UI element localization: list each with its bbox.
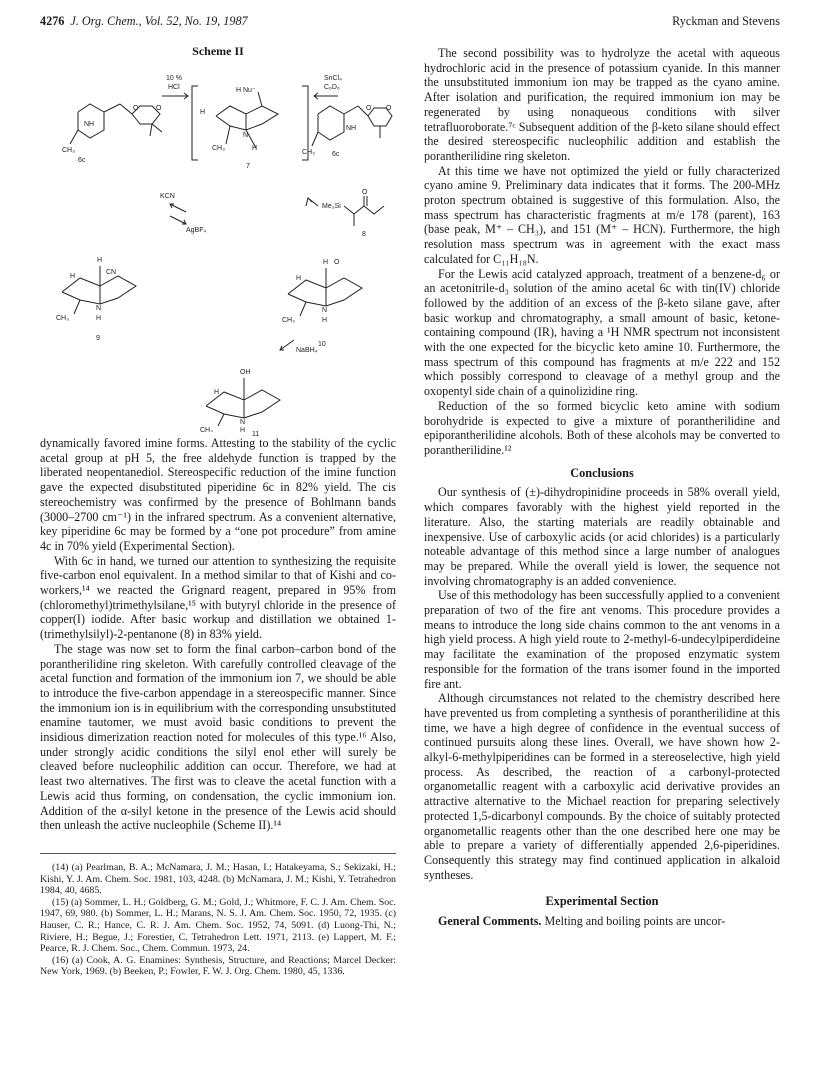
label-ch3-11: CH₃ xyxy=(200,427,213,432)
label-n-7: N xyxy=(243,132,249,139)
label-ch3-right: CH₃ xyxy=(302,149,315,156)
label-o-left-2: O xyxy=(156,105,162,112)
scheme-ii-drawing xyxy=(40,56,396,432)
label-o-8: O xyxy=(362,189,368,196)
label-kcn: KCN xyxy=(160,193,175,200)
label-h-9-left: H xyxy=(70,273,76,280)
left-column xyxy=(40,44,396,978)
label-10: 10 xyxy=(318,341,326,348)
label-6c-right: 6c xyxy=(332,151,340,158)
label-h-7: H xyxy=(200,109,206,116)
label-n-10: N xyxy=(322,307,328,314)
label-7: 7 xyxy=(246,163,250,170)
footnotes xyxy=(40,853,396,978)
right-paragraph-3: For the Lewis acid catalyzed approach, treatment of a benzene-d₆ or an acetonitrile-d₃ solution of the amino acetal 6c with tin(IV) chloride followed by the addition of an excess of the β-keto silane gave, after basic workup and chromatography, a small amount of basic, ketone-containing compound (IR), having a ¹H NMR spectrum not inconsistent with the one expected for the bicyclic keto amine 10. Furthermore, the mass spectrum of this compound has fragments at m/e 222 and 152 which possibly correspond to cleavage of a methyl group and the oxopentyl side chain of a quinolizidine ring. xyxy=(424,266,780,399)
label-oh: OH xyxy=(240,369,251,376)
right-paragraph-4: Reduction of the so formed bicyclic keto amine with sodium borohydride is expected to give a mixture of porantherilidine and epiporantherilidine alcohols. Both of these alcohols may be converted to porantherilidine.¹² xyxy=(424,398,780,457)
label-cn: CN xyxy=(106,269,117,276)
label-h-10-top: H xyxy=(323,259,329,266)
label-h-11-bottom: H xyxy=(240,427,246,432)
experimental-heading: Experimental Section xyxy=(545,894,659,909)
structure-9-cyano-amine xyxy=(56,257,136,342)
general-comments-text: Melting and boiling points are uncor- xyxy=(541,914,726,929)
label-ch3-9: CH₃ xyxy=(56,315,69,322)
footnote-15: (15) (a) Sommer, L. H.; Goldberg, G. M.; Gold, J.; Whitmore, F. C. J. Am. Chem. Soc. 1947, 69, 980. (b) Sommer, L. H.; Marans, N. S. J. Am. Chem. Soc. 1950, 72, 1935. (c) Hauser, C. R.; Hance, C. R. J. Am. Chem. Soc. 1952, 74, 5091. (d) Luong-Thi, N.; Riviere, H.; Begue, J.; Forestier, C. Tetrahedron Lett. 1971, 2113. (e) Lappert, M. F.; Pearce, R. J. Chem. Soc., Chem. Commun. 1973, 24. xyxy=(40,896,396,955)
journal-citation: J. Org. Chem., Vol. 52, No. 19, 1987 xyxy=(70,14,248,28)
label-6c-left: 6c xyxy=(78,157,86,164)
label-hcl: HCl xyxy=(168,84,180,91)
left-paragraph-3: The stage was now set to form the final carbon–carbon bond of the porantherilidine ring skeleton. With carefully controlled cleavage of the acetal function and formation of the immonium ion 7, we should be able to introduce the five-carbon appendage in a stereospecific manner. Since the immonium ion is in equilibrium with the corresponding unsubstituted enamine tautomer, we must avoid basic conditions to prevent the insidious dimerization reaction noted for molecules of this type.¹⁶ Also, under strongly acidic conditions the silyl enol ether will surely be cleaved before nucleophilic addition can occur. Therefore, we had at least two alternatives. The first was to cleave the acetal function with a Lewis acid thus forming, on condensation, the cyclic immonium ion. Addition of the α-silyl ketone in the presence of the Lewis acid should then unleash the active nucleophile (Scheme II).¹⁴ xyxy=(40,641,396,833)
label-h-9-top: H xyxy=(97,257,103,264)
structure-8-silyl-ketone xyxy=(306,189,384,238)
label-h-10-bottom: H xyxy=(322,317,328,324)
label-nh-left: NH xyxy=(84,121,95,128)
label-h-7b: H xyxy=(252,145,258,152)
label-ch3-7: CH₃ xyxy=(212,145,225,152)
structure-6c-right xyxy=(302,105,392,158)
conclusions-heading: Conclusions xyxy=(570,465,634,480)
label-n-11: N xyxy=(240,419,246,426)
label-me3si: Me₃Si xyxy=(322,203,341,210)
label-h-nu: H Nu⁻ xyxy=(236,87,256,94)
right-paragraph-6: Use of this methodology has been successfully applied to a convenient preparation of two of the fire ant venoms. This procedure provides a means to introduce the long side chains common to the ant venoms in a high yield process. A high yield route to 2-methyl-6-undecylpiperdideine may facilitate the examination of the proposed enzymatic system responsible for the formation of the trans isomer found in the imported fire ant. xyxy=(424,588,780,691)
right-column xyxy=(424,46,780,929)
label-ch3-10: CH₃ xyxy=(282,317,295,324)
right-paragraph-2: At this time we have not optimized the yield or fully characterized cyano amine 9. Preliminary data indicates that it forms. The 200-MHz proton spectrum obtained is suggestive of this formulation. Also, the mass spectrum has characteristic fragments at m/e 178 (parent), 163 (base peak, M⁺ – CH₃), and 151 (M⁺ – HCN). Furthermore, the high resolution mass spectrum was in agreement with the exact mass calculated for C₁₁H₁₈N. xyxy=(424,163,780,266)
left-paragraph-1: dynamically favored imine forms. Attesting to the stability of the cyclic acetal group at pH 5, the free aldehyde function is trapped by the liberated neopentanediol. Stereospecific reduction of the imine function gave the expected disubstituted piperidine 6c in 82% yield. The cis stereochemistry was confirmed by the presence of Bohlmann bands (3000–2700 cm⁻¹) in the infrared spectrum. As a convenient alternative, key piperidine 6c may be formed by a “one pot procedure” from amine 4c in 70% yield (Experimental Section). xyxy=(40,436,396,553)
right-paragraph-7: Although circumstances not related to the chemistry described here have prevented us from completing a synthesis of porantherilidine at this time, we have a high degree of confidence in the eventual success of continued pursuits along these lines. Overall, we have shown how 2-alkyl-6-methylpiperidines can be formed in a stereoselective, high yield process. As described, the reaction of a carbonyl-protected organometallic reagent with a carboxylic acid derivative provides an attractive alternative to the Michael reaction for preparing selectively protected 1,5-dicarbonyl compounds. By the choice of suitably protected organometallic reagents other than the one described here one may be able to prepare a variety of differentially appended 2,6-piperidines. Consequently this strategy may find continued application in alkaloid syntheses. xyxy=(424,691,780,882)
header-left xyxy=(40,14,248,29)
label-n-9: N xyxy=(96,305,102,312)
structure-7-immonium xyxy=(192,86,308,170)
general-comments xyxy=(424,914,780,929)
structure-11-alcohol xyxy=(200,369,280,432)
label-nh-right: NH xyxy=(346,125,357,132)
arrow-nabh4 xyxy=(280,340,294,350)
label-sncl4: SnCl₄ xyxy=(324,75,343,82)
right-paragraph-5: Our synthesis of (±)-dihydropinidine proceeds in 58% overall yield, which compares favorably with the highest yield reported in the literature. Also, the starting materials are readily obtainable and inexpensive. Use of carboxylic acids (or acid chlorides) is a particularly noteable advantage of this method since a large number of analogues may be prepared. While the overall yield is lower, the sequence not involving chromatography is an added convenience. xyxy=(424,485,780,588)
label-h-10-left: H xyxy=(296,275,302,282)
scheme-ii xyxy=(40,44,396,432)
label-h-9-bottom: H xyxy=(96,315,102,322)
footnote-16: (16) (a) Cook, A. G. Enamines: Synthesis, Structure, and Reactions; Marcel Decker: New York, 1969. (b) Beeken, P.; Fowler, F. W. J. Org. Chem. 1980, 45, 1336. xyxy=(40,954,396,978)
scheme-title: Scheme II xyxy=(192,44,244,58)
running-header xyxy=(40,14,780,34)
label-o-right-2: O xyxy=(386,105,392,112)
left-paragraph-2: With 6c in hand, we turned our attention to synthesizing the requisite five-carbon enol equivalent. In a method similar to that of Kishi and co-workers,¹⁴ we reacted the Grignard reagent, prepared in 95% from (chloromethyl)trimethylsilane,¹⁵ with butyryl chloride in the presence of copper(I) iodide. After basic workup and distillation we obtained 1-(trimethylsilyl)-2-pentanone (8) in 83% yield. xyxy=(40,553,396,642)
structure-6c-left xyxy=(62,104,162,164)
right-paragraph-1: The second possibility was to hydrolyze the acetal with aqueous hydrochloric acid in the presence of potassium cyanide. In this manner the unsubstituted immonium ion may be trapped as the cyano amine. After isolation and purification, the required immonium ion may be regenerated by using nonaqueous conditions with silver tetrafluoroborate.⁷ᶜ Subsequent addition of the β-keto silane should effect the desired stereospecific nucleophilic addition and establish the porantherilidine ring skeleton. xyxy=(424,46,780,163)
label-h-11-left: H xyxy=(214,389,220,396)
label-agbf4: AgBF₄ xyxy=(186,227,207,234)
label-nabh4: NaBH₄ xyxy=(296,347,318,354)
label-o-left-1: O xyxy=(133,105,139,112)
footnote-14: (14) (a) Pearlman, B. A.; McNamara, J. M.; Hasan, I.; Hatakeyama, S.; Sekizaki, H.; Kishi, Y. J. Am. Chem. Soc. 1981, 103, 4248. (b) McNamara, J. M.; Kishi, Y. Tetrahedron 1984, 40, 4685. xyxy=(40,861,396,897)
label-c6d6: C₆D₆ xyxy=(324,84,340,91)
header-authors: Ryckman and Stevens xyxy=(672,14,780,28)
label-11: 11 xyxy=(252,431,260,438)
label-hcl-pct: 10 % xyxy=(166,75,182,82)
label-8: 8 xyxy=(362,231,366,238)
arrow-kcn xyxy=(170,204,186,212)
page-number: 4276 xyxy=(40,14,65,28)
structure-10-keto-amine xyxy=(282,259,362,348)
label-o-right-1: O xyxy=(366,105,372,112)
label-o-10: O xyxy=(334,259,340,266)
general-comments-lead: General Comments. xyxy=(438,914,542,929)
label-9: 9 xyxy=(96,335,100,342)
label-ch3-left: CH₃ xyxy=(62,147,75,154)
